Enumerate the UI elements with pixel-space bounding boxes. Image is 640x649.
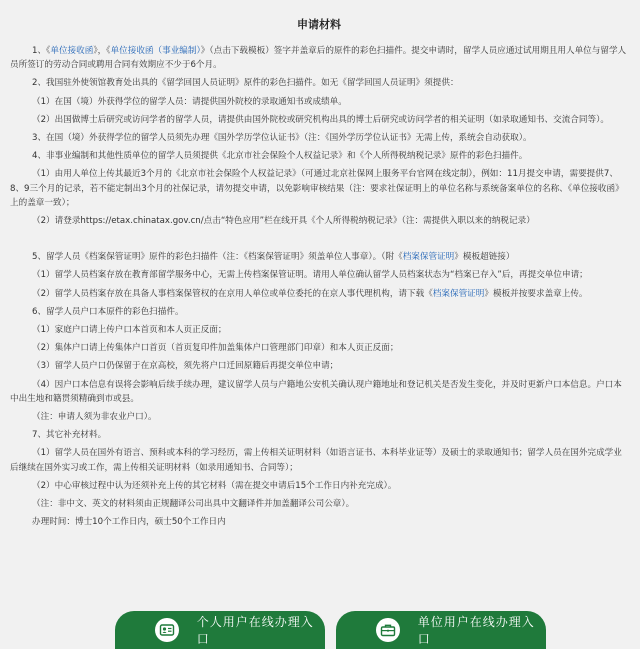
processing-time: 办理时间：博士10个工作日内，硕士50个工作日内 — [32, 517, 226, 528]
item-6: 6、留学人员户口本原件的彩色扫描件。 — [32, 306, 184, 317]
item-6-3: （3）留学人员户口仍保留于在京高校，须先将户口迁回原籍后再提交单位申请； — [32, 361, 339, 372]
employer-letter-public-link[interactable]: 单位接收函（事业编制） — [110, 46, 201, 56]
personal-user-entry-button[interactable] — [115, 611, 325, 649]
archive-certificate-link[interactable]: 档案保管证明 — [402, 252, 455, 263]
item-1 — [10, 44, 628, 72]
item-7-note: （注：非中文、英文的材料须由正规翻译公司出具中文翻译件并加盖翻译公司公章）。 — [32, 499, 355, 510]
item-5-2-prefix: （2）留学人员档案存放在具备人事档案保管权的在京用人单位或单位委托的在京人事代理机构，请下载《 — [32, 288, 433, 299]
item-5 — [10, 250, 628, 264]
item-3: 3、在国（境）外获得学位的留学人员须先办理《国外学历学位认证书》（注：《国外学历学位认证书》无需上传，系统会自动获取）。 — [32, 133, 532, 144]
item-4-2: （2）请登录https://etax.chinatax.gov.cn/点击“特色应用”栏在线开具《个人所得税纳税记录》（注：需提供入职以来的纳税记录） — [32, 216, 535, 227]
item-5-2-suffix: 》模板并按要求盖章上传。 — [484, 288, 588, 299]
item-2-2: （2）出国做博士后研究或访问学者的留学人员，请提供由国外院校或研究机构出具的博士后研究或访问学者的相关证明（如录取通知书、交流合同等）。 — [32, 114, 609, 125]
item-4: 4、非事业编制和其他性质单位的留学人员须提供《北京市社会保险个人权益记录》和《个人所得税纳税记录》原件的彩色扫描件。 — [32, 151, 528, 162]
personal-user-entry-label: 个人用户在线办理入口 — [196, 615, 314, 646]
archive-certificate-link-2[interactable]: 档案保管证明 — [432, 288, 485, 299]
item-7-2: （2）中心审核过程中认为还须补充上传的其它材料（需在提交申请后15个工作日内补充完成）。 — [32, 480, 397, 491]
unit-user-entry-label: 单位用户在线办理入口 — [417, 615, 535, 646]
item-6-4: （4）因户口本信息有误将会影响后续手续办理，建议留学人员与户籍地公安机关确认现户籍地址和登记机关是否发生变化，并及时更新户口本信息。户口本中出生地和籍贯须精确到市或县。 — [10, 379, 622, 404]
employer-letter-link[interactable]: 单位接收函 — [50, 46, 94, 56]
item-7: 7、其它补充材料。 — [32, 430, 107, 441]
item-2-1: （1）在国（境）外获得学位的留学人员：请提供国外院校的录取通知书或成绩单。 — [32, 96, 347, 107]
item-5-suffix: 》模板超链接） — [454, 252, 515, 263]
item-5-2 — [10, 287, 628, 301]
item-5-prefix: 5、留学人员《档案保管证明》原件的彩色扫描件（注：《档案保管证明》须盖单位人事章）。（附《 — [32, 252, 403, 263]
item-6-2: （2）集体户口请上传集体户口首页（首页复印件加盖集体户口管理部门印章）和本人页正反面； — [32, 343, 399, 354]
item-1-suffix: 》（点击下载模板）签字并盖章后的原件的彩色扫描件。提交申请时，留学人员应通过试用期且用人单位与留学人员所签订的劳动合同或聘用合同有效期应不少于6个月。 — [10, 46, 627, 71]
briefcase-icon — [376, 618, 400, 642]
item-4-1: （1）由用人单位上传其最近3个月的《北京市社会保险个人权益记录》（可通过北京社保网上服务平台官网在线定制），例如：11月提交申请，需要提供7、8、9三个月的记录，若不能定制出3个月的社保记录，请勿提交申请，以免影响审核结果（注：要求社保证明上的单位名称与系统备案单位的名称、《单位接收函》上的盖章一致）； — [10, 169, 624, 208]
item-6-1: （1）家庭户口请上传户口本首页和本人页正反面； — [32, 325, 227, 336]
page-title: 申请材料 — [297, 18, 341, 31]
spacer — [10, 232, 628, 250]
item-1-mid: 》，《 — [93, 46, 111, 56]
item-1-prefix: 1、《 — [32, 46, 51, 56]
id-card-icon — [155, 618, 179, 642]
item-6-note: （注：申请人须为非农业户口）。 — [32, 412, 157, 423]
unit-user-entry-button[interactable] — [336, 611, 546, 649]
item-7-1: （1）留学人员在国外有语言、预科或本科的学习经历，需上传相关证明材料（如语言证书、本科毕业证等）及硕士的录取通知书；留学人员在国外完成学业后继续在国外实习或工作，需上传相关证明材料（如录用通知书、合同等）； — [10, 448, 622, 473]
item-2: 2、我国驻外使领馆教育处出具的《留学回国人员证明》原件的彩色扫描件。如无《留学回国人员证明》须提供： — [32, 78, 459, 89]
item-5-1: （1）留学人员档案存放在教育部留学服务中心，无需上传档案保管证明。请用人单位确认留学人员档案状态为“档案已存入”后，再提交单位申请； — [32, 270, 588, 281]
